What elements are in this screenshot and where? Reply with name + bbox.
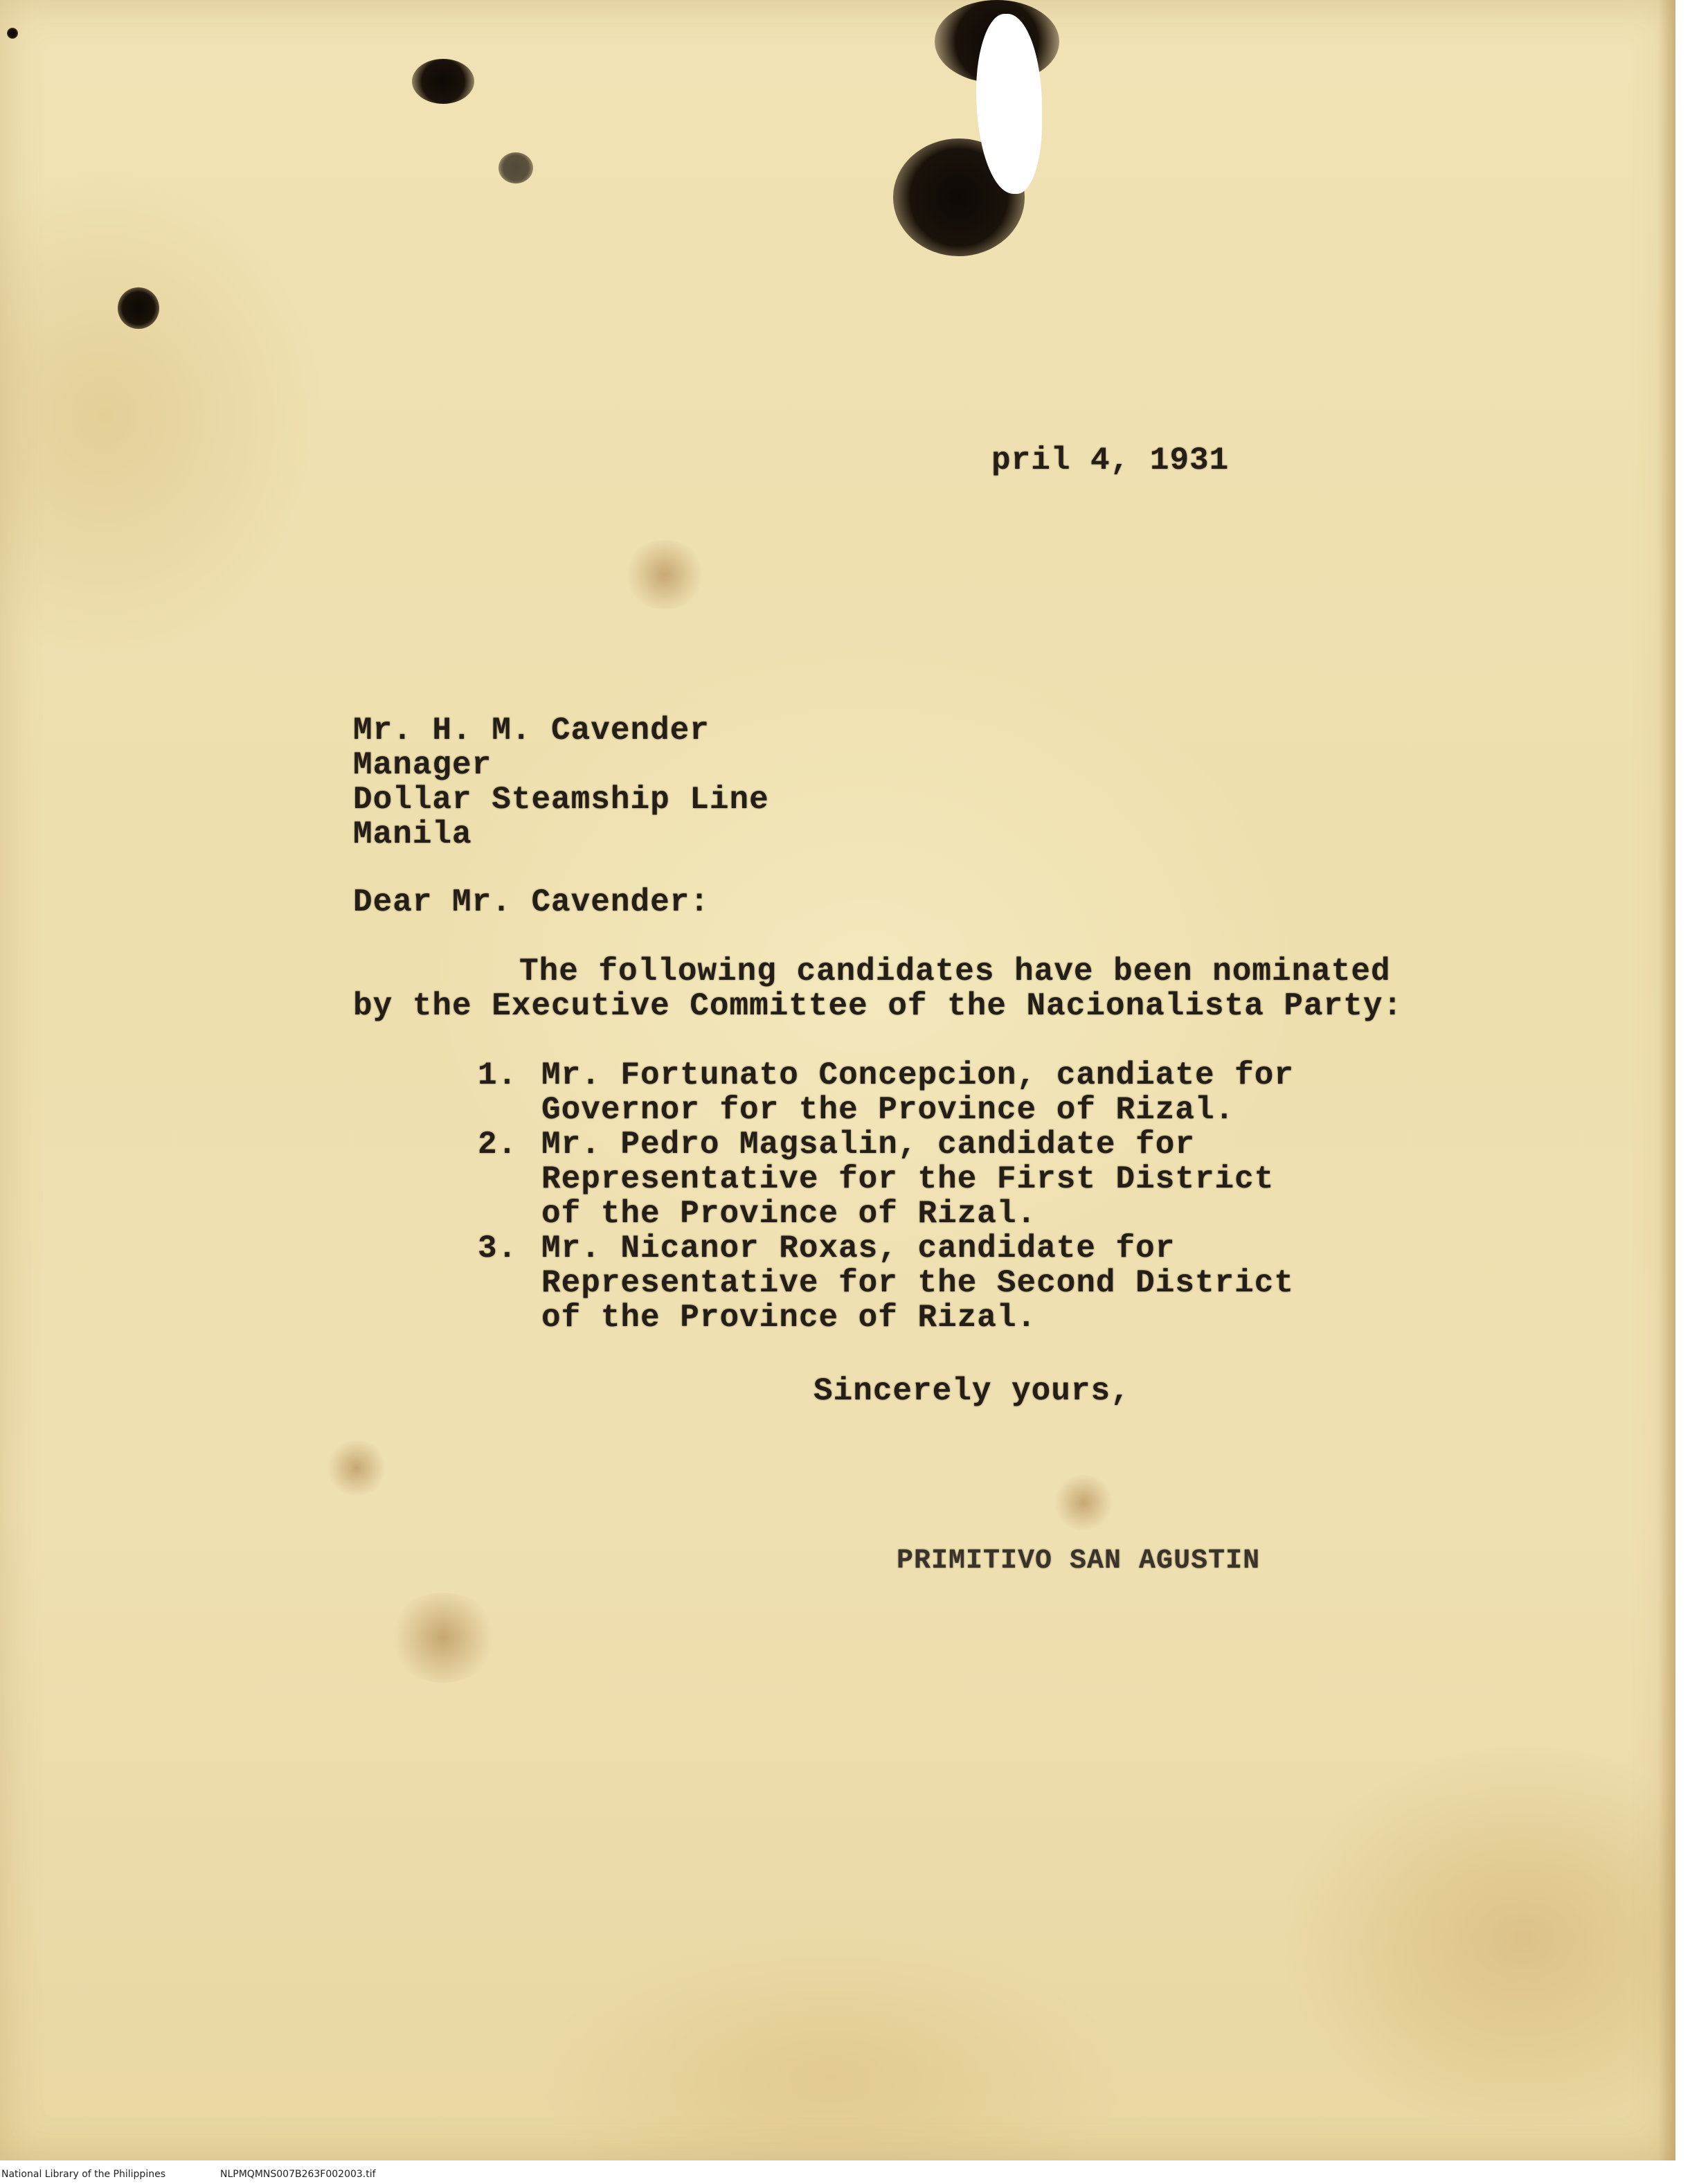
list-item-line: Mr. Pedro Magsalin, candidate for bbox=[541, 1127, 1195, 1163]
age-stain-1 bbox=[623, 540, 706, 609]
age-stain-4 bbox=[325, 1440, 388, 1496]
recipient-name: Mr. H. M. Cavender bbox=[353, 713, 710, 749]
list-item-line: Governor for the Province of Rizal. bbox=[541, 1092, 1235, 1128]
list-item-number: 3. bbox=[478, 1230, 518, 1266]
body-line-2: by the Executive Committee of the Nacionalista Party: bbox=[353, 988, 1403, 1024]
ink-specks bbox=[498, 152, 533, 184]
list-item-line: Representative for the Second District bbox=[541, 1265, 1294, 1301]
ink-dot-corner bbox=[7, 28, 18, 39]
list-item-number: 1. bbox=[478, 1057, 518, 1093]
signature-name: PRIMITIVO SAN AGUSTIN bbox=[897, 1546, 1261, 1577]
list-item-line: of the Province of Rizal. bbox=[541, 1196, 1037, 1232]
list-item-line: Representative for the First District bbox=[541, 1161, 1275, 1197]
footer-filename: NLPMQMNS007B263F002003.tif bbox=[220, 2169, 376, 2180]
list-item-number: 2. bbox=[478, 1127, 518, 1163]
list-item-line: Mr. Nicanor Roxas, candidate for bbox=[541, 1230, 1176, 1266]
list-item-line: of the Province of Rizal. bbox=[541, 1300, 1037, 1336]
ink-blot-upper-left bbox=[412, 59, 474, 104]
letter-date: pril 4, 1931 bbox=[991, 442, 1230, 478]
body-line-1: The following candidates have been nominated bbox=[519, 954, 1391, 990]
list-item-line: Mr. Fortunato Concepcion, candiate for bbox=[541, 1057, 1294, 1093]
paper-edge-shading bbox=[1658, 0, 1675, 2160]
ink-blot-left bbox=[118, 287, 159, 329]
recipient-title: Manager bbox=[353, 747, 492, 783]
closing: Sincerely yours, bbox=[813, 1373, 1131, 1409]
recipient-city: Manila bbox=[353, 816, 472, 852]
age-stain-2 bbox=[388, 1593, 498, 1683]
footer-library: National Library of the Philippines bbox=[1, 2169, 165, 2180]
age-stain-3 bbox=[1052, 1475, 1115, 1530]
recipient-company: Dollar Steamship Line bbox=[353, 782, 769, 818]
salutation: Dear Mr. Cavender: bbox=[353, 884, 710, 920]
